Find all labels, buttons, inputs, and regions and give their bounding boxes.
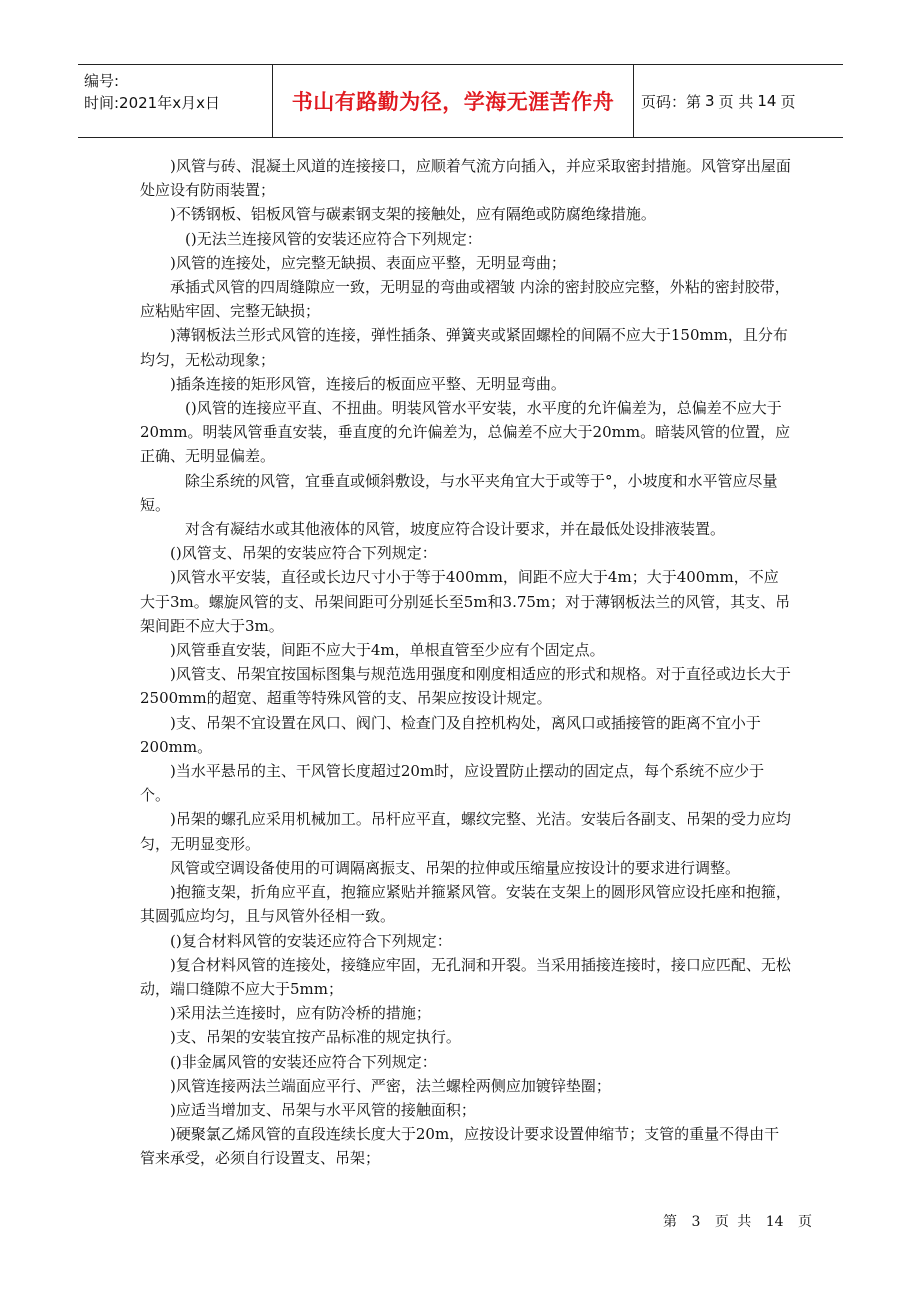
paragraph: ()无法兰连接风管的安装还应符合下列规定：	[185, 229, 482, 248]
page-number: 3	[705, 92, 715, 110]
paragraph: ()风管支、吊架的安装应符合下列规定：	[170, 544, 437, 563]
date-label: 时间:2021年x月x日	[84, 94, 220, 112]
paragraph: )采用法兰连接时，应有防冷桥的措施；	[170, 1004, 431, 1023]
page-prefix: 页码：第	[641, 92, 702, 111]
paragraph: )应适当增加支、吊架与水平风管的接触面积；	[170, 1100, 476, 1119]
footer-suffix: 页	[798, 1214, 813, 1230]
header-motto: 书山有路勤为径，学海无涯苦作舟	[273, 65, 634, 137]
paragraph: 对含有凝结水或其他液体的风管，坡度应符合设计要求，并在最低处设排液装置。	[185, 520, 726, 539]
paragraph: )风管与砖、混凝土风道的连接接口，应顺着气流方向插入，并应采取密封措施。风管穿出屋面处应设有防雨装置；	[140, 157, 791, 200]
paragraph: )吊架的螺孔应采用机械加工。吊杆应平直，螺纹完整、光洁。安装后各副支、吊架的受力应均匀，无明显变形。	[140, 810, 791, 853]
paragraph: ()风管的连接应平直、不扭曲。明装风管水平安装，水平度的允许偏差为，总偏差不应大于20mm。明装风管垂直安装，垂直度的允许偏差为，总偏差不应大于20mm。暗装风管的位置，应正确、无明显偏差。	[140, 399, 791, 466]
paragraph: ()复合材料风管的安装还应符合下列规定：	[170, 931, 452, 950]
header-meta	[78, 65, 273, 137]
paragraph: )插条连接的矩形风管，连接后的板面应平整、无明显弯曲。	[170, 374, 566, 393]
paragraph: 除尘系统的风管，宜垂直或倾斜敷设，与水平夹角宜大于或等于°，小坡度和水平管应尽量短。	[140, 471, 778, 514]
paragraph: )支、吊架的安装宜按产品标准的规定执行。	[170, 1028, 461, 1047]
paragraph: ()非金属风管的安装还应符合下列规定：	[170, 1052, 437, 1071]
footer-page-number: 3	[691, 1214, 701, 1230]
footer-prefix: 第	[663, 1214, 677, 1230]
page-mid: 页 共	[718, 92, 754, 111]
paragraph: )硬聚氯乙烯风管的直段连续长度大于20m，应按设计要求设置伸缩节；支管的重量不得由干管来承受，必须自行设置支、吊架；	[140, 1125, 780, 1168]
paragraph: 风管或空调设备使用的可调隔离振支、吊架的拉伸或压缩量应按设计的要求进行调整。	[170, 858, 741, 877]
page-suffix: 页	[780, 92, 796, 111]
paragraph: )风管支、吊架宜按国标图集与规范选用强度和刚度相适应的形式和规格。对于直径或边长大于2500mm的超宽、超重等特殊风管的支、吊架应按设计规定。	[140, 665, 791, 708]
paragraph: )风管连接两法兰端面应平行、严密，法兰螺栓两侧应加镀锌垫圈；	[170, 1076, 611, 1095]
paragraph: )不锈钢板、铝板风管与碳素钢支架的接触处，应有隔绝或防腐绝缘措施。	[170, 205, 656, 224]
paragraph: )风管垂直安装，间距不应大于4m，单根直管至少应有个固定点。	[170, 641, 605, 660]
paragraph: )当水平悬吊的主、干风管长度超过20m时，应设置防止摆动的固定点，每个系统不应少于个。	[140, 762, 765, 805]
footer-page-total: 14	[765, 1214, 784, 1230]
paragraph: )支、吊架不宜设置在风口、阀门、检查门及自控机构处，离风口或插接管的距离不宜小于200mm。	[140, 713, 761, 756]
header-page-info	[633, 65, 843, 137]
paragraph: )薄钢板法兰形式风管的连接，弹性插条、弹簧夹或紧固螺栓的间隔不应大于150mm，且分布均匀，无松动现象；	[140, 326, 788, 369]
paragraph: )抱箍支架，折角应平直，抱箍应紧贴并箍紧风管。安装在支架上的圆形风管应设托座和抱箍，其圆弧应均匀，且与风管外径相一致。	[140, 883, 791, 926]
paragraph: )风管的连接处，应完整无缺损、表面应平整，无明显弯曲；	[170, 253, 566, 272]
page-footer	[663, 1211, 818, 1231]
document-body	[140, 154, 792, 1171]
footer-mid: 页 共	[714, 1214, 752, 1230]
paragraph: 承插式风管的四周缝隙应一致，无明显的弯曲或褶皱 内涂的密封胶应完整，外粘的密封胶带，应粘贴牢固、完整无缺损；	[140, 278, 790, 321]
paragraph: )复合材料风管的连接处，接缝应牢固，无孔洞和开裂。当采用插接连接时，接口应匹配、无松动，端口缝隙不应大于5mm；	[140, 955, 791, 998]
serial-label: 编号:	[84, 72, 120, 90]
page-header	[78, 64, 843, 138]
paragraph: )风管水平安装，直径或长边尺寸小于等于400mm，间距不应大于4m；大于400mm，不应大于3m。螺旋风管的支、吊架间距可分别延长至5m和3.75m；对于薄钢板法兰的风管，其支、吊架间距不应大于3m。	[140, 568, 791, 635]
page-total: 14	[757, 92, 777, 110]
